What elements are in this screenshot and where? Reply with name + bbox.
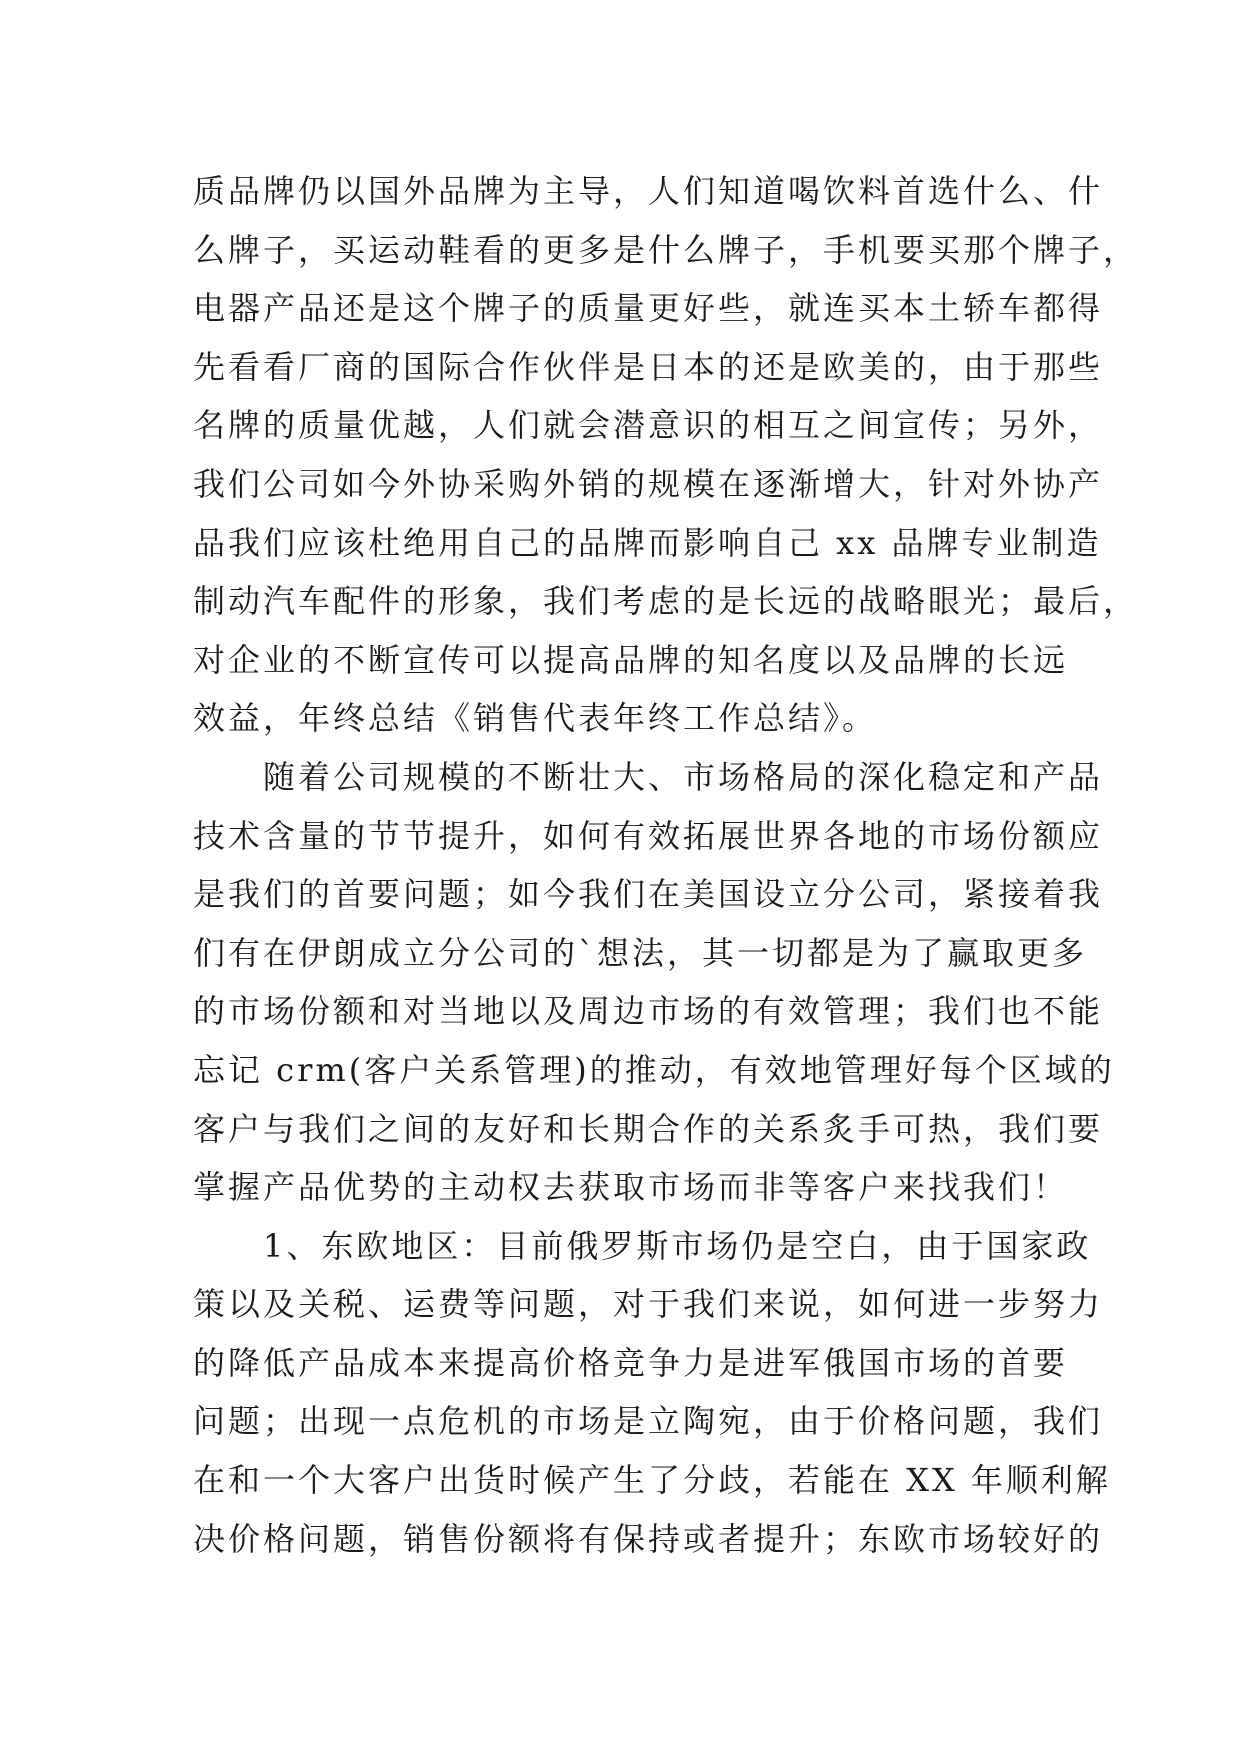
text-line: 忘记 crm(客户关系管理)的推动，有效地管理好每个区域的 xyxy=(193,1050,1115,1089)
text-line: 技术含量的节节提升，如何有效拓展世界各地的市场份额应 xyxy=(193,816,1104,855)
text-line: 么牌子，买运动鞋看的更多是什么牌子，手机要买那个牌子， xyxy=(193,230,1139,269)
text-line: 1、东欧地区：目前俄罗斯市场仍是空白，由于国家政 xyxy=(263,1226,1092,1265)
text-line: 制动汽车配件的形象，我们考虑的是长远的战略眼光；最后， xyxy=(193,582,1139,621)
text-line: 客户与我们之间的友好和长期合作的关系炙手可热，我们要 xyxy=(193,1109,1104,1148)
text-line: 电器产品还是这个牌子的质量更好些，就连买本土轿车都得 xyxy=(193,289,1104,328)
text-line: 是我们的首要问题；如今我们在美国设立分公司，紧接着我 xyxy=(193,875,1104,914)
text-line: 决价格问题，销售份额将有保持或者提升；东欧市场较好的 xyxy=(193,1519,1104,1558)
text-line: 的降低产品成本来提高价格竞争力是进军俄国市场的首要 xyxy=(193,1343,1069,1382)
text-line: 品我们应该杜绝用自己的品牌而影响自己 xx 品牌专业制造 xyxy=(193,523,1102,562)
text-line: 在和一个大客户出货时候产生了分歧，若能在 XX 年顺利解 xyxy=(193,1461,1111,1500)
text-line: 的市场份额和对当地以及周边市场的有效管理；我们也不能 xyxy=(193,992,1104,1031)
paragraph-2 xyxy=(193,748,1115,1217)
text-line: 先看看厂商的国际合作伙伴是日本的还是欧美的，由于那些 xyxy=(193,347,1104,386)
text-line: 效益，年终总结《销售代表年终工作总结》。 xyxy=(193,699,878,738)
paragraph-1 xyxy=(193,162,1139,748)
paragraph-3 xyxy=(193,1217,1111,1569)
text-line: 随着公司规模的不断壮大、市场格局的深化稳定和产品 xyxy=(263,757,1104,796)
text-line: 名牌的质量优越，人们就会潜意识的相互之间宣传；另外， xyxy=(193,406,1104,445)
text-line: 质品牌仍以国外品牌为主导，人们知道喝饮料首选什么、什 xyxy=(193,172,1104,210)
document-body xyxy=(193,162,1139,1568)
text-line: 们有在伊朗成立分公司的`想法，其一切都是为了赢取更多 xyxy=(193,933,1088,972)
text-line: 我们公司如今外协采购外销的规模在逐渐增大，针对外协产 xyxy=(193,464,1104,503)
text-line: 对企业的不断宣传可以提高品牌的知名度以及品牌的长远 xyxy=(193,640,1069,679)
text-line: 问题；出现一点危机的市场是立陶宛，由于价格问题，我们 xyxy=(193,1402,1104,1441)
text-line: 策以及关税、运费等问题，对于我们来说，如何进一步努力 xyxy=(193,1285,1104,1324)
text-line: 掌握产品优势的主动权去获取市场而非等客户来找我们！ xyxy=(193,1168,1069,1207)
